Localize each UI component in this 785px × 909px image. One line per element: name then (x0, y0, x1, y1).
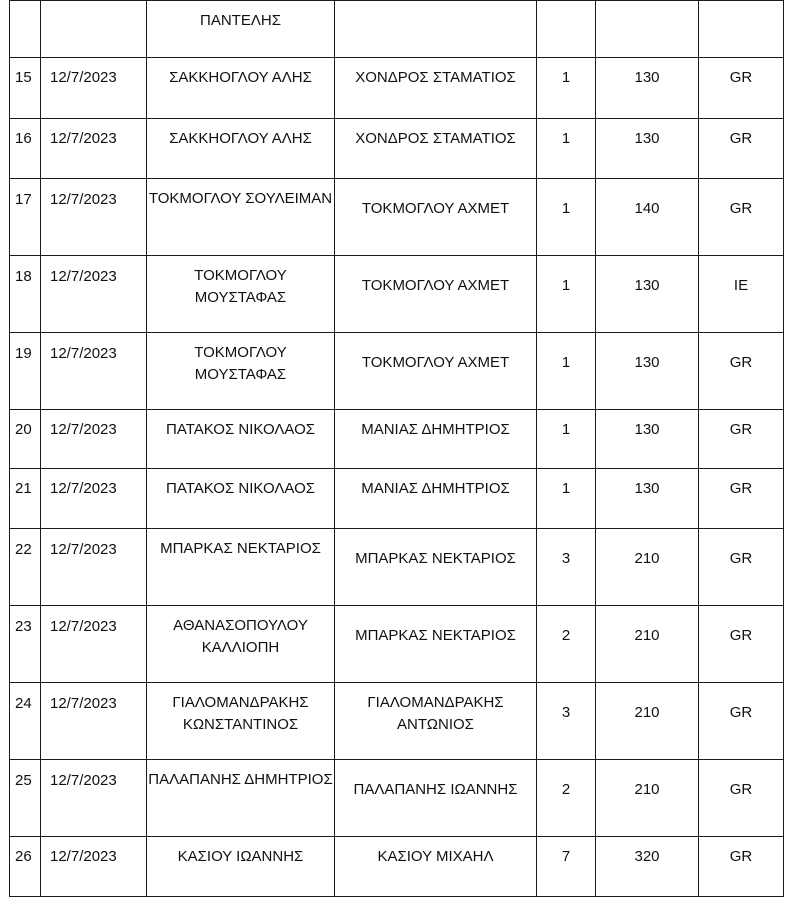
cell-price: 210 (596, 760, 699, 837)
cell-buyer: ΜΠΑΡΚΑΣ ΝΕΚΤΑΡΙΟΣ (335, 606, 537, 683)
table-row (10, 606, 784, 683)
cell-number: 16 (10, 119, 41, 179)
cell-seller: ΣΑΚΚΗΟΓΛΟΥ ΑΛΗΣ (147, 58, 335, 119)
cell-number: 18 (10, 256, 41, 333)
cell-number: 15 (10, 58, 41, 119)
cell-number: 19 (10, 333, 41, 410)
cell-country: GR (699, 683, 784, 760)
cell-number: 21 (10, 469, 41, 529)
cell-date: 12/7/2023 (41, 683, 147, 760)
cell-country (699, 1, 784, 58)
cell-seller: ΠΑΛΑΠΑΝΗΣ ΔΗΜΗΤΡΙΟΣ (147, 760, 335, 837)
cell-number: 24 (10, 683, 41, 760)
cell-country: GR (699, 529, 784, 606)
cell-buyer: ΤΟΚΜΟΓΛΟΥ ΑΧΜΕΤ (335, 179, 537, 256)
cell-date: 12/7/2023 (41, 179, 147, 256)
cell-date: 12/7/2023 (41, 760, 147, 837)
table-row (10, 683, 784, 760)
cell-buyer: ΤΟΚΜΟΓΛΟΥ ΑΧΜΕΤ (335, 256, 537, 333)
cell-buyer: ΜΠΑΡΚΑΣ ΝΕΚΤΑΡΙΟΣ (335, 529, 537, 606)
cell-date: 12/7/2023 (41, 410, 147, 469)
cell-country: GR (699, 606, 784, 683)
cell-country: GR (699, 58, 784, 119)
cell-date: 12/7/2023 (41, 606, 147, 683)
cell-buyer: ΧΟΝΔΡΟΣ ΣΤΑΜΑΤΙΟΣ (335, 58, 537, 119)
cell-country: GR (699, 119, 784, 179)
cell-quantity: 1 (537, 58, 596, 119)
cell-quantity: 2 (537, 606, 596, 683)
cell-date: 12/7/2023 (41, 837, 147, 897)
cell-number: 23 (10, 606, 41, 683)
cell-buyer: ΓΙΑΛΟΜΑΝΔΡΑΚΗΣ ΑΝΤΩΝΙΟΣ (335, 683, 537, 760)
cell-quantity: 1 (537, 469, 596, 529)
cell-quantity: 7 (537, 837, 596, 897)
cell-seller: ΑΘΑΝΑΣΟΠΟΥΛΟΥ ΚΑΛΛΙΟΠΗ (147, 606, 335, 683)
cell-buyer: ΚΑΣΙΟΥ ΜΙΧΑΗΛ (335, 837, 537, 897)
table-row (10, 333, 784, 410)
cell-seller: ΠΑΤΑΚΟΣ ΝΙΚΟΛΑΟΣ (147, 410, 335, 469)
cell-price: 210 (596, 683, 699, 760)
cell-number: 17 (10, 179, 41, 256)
cell-seller: ΤΟΚΜΟΓΛΟΥ ΣΟΥΛΕΙΜΑΝ (147, 179, 335, 256)
cell-number: 25 (10, 760, 41, 837)
cell-buyer: ΠΑΛΑΠΑΝΗΣ ΙΩΑΝΝΗΣ (335, 760, 537, 837)
cell-buyer (335, 1, 537, 58)
cell-price: 130 (596, 410, 699, 469)
cell-date: 12/7/2023 (41, 58, 147, 119)
cell-price: 130 (596, 119, 699, 179)
cell-price: 130 (596, 469, 699, 529)
cell-date: 12/7/2023 (41, 529, 147, 606)
cell-buyer: ΜΑΝΙΑΣ ΔΗΜΗΤΡΙΟΣ (335, 469, 537, 529)
cell-date: 12/7/2023 (41, 469, 147, 529)
cell-quantity (537, 1, 596, 58)
cell-country: GR (699, 410, 784, 469)
cell-buyer: ΜΑΝΙΑΣ ΔΗΜΗΤΡΙΟΣ (335, 410, 537, 469)
cell-quantity: 1 (537, 179, 596, 256)
table-row (10, 837, 784, 897)
cell-quantity: 1 (537, 410, 596, 469)
cell-price: 320 (596, 837, 699, 897)
table-row (10, 256, 784, 333)
table-row (10, 119, 784, 179)
cell-country: IE (699, 256, 784, 333)
table-row (10, 760, 784, 837)
cell-price: 130 (596, 333, 699, 410)
cell-quantity: 3 (537, 683, 596, 760)
cell-date (41, 1, 147, 58)
table-row (10, 179, 784, 256)
cell-price: 210 (596, 606, 699, 683)
table-row-continued (10, 1, 784, 58)
cell-quantity: 1 (537, 256, 596, 333)
table-row (10, 529, 784, 606)
cell-seller: ΤΟΚΜΟΓΛΟΥ ΜΟΥΣΤΑΦΑΣ (147, 256, 335, 333)
cell-quantity: 1 (537, 119, 596, 179)
cell-seller: ΓΙΑΛΟΜΑΝΔΡΑΚΗΣ ΚΩΝΣΤΑΝΤΙΝΟΣ (147, 683, 335, 760)
cell-country: GR (699, 333, 784, 410)
cell-price: 130 (596, 58, 699, 119)
cell-seller: ΠΑΝΤΕΛΗΣ (147, 1, 335, 58)
records-table (9, 0, 784, 897)
cell-buyer: ΤΟΚΜΟΓΛΟΥ ΑΧΜΕΤ (335, 333, 537, 410)
cell-number: 20 (10, 410, 41, 469)
cell-quantity: 3 (537, 529, 596, 606)
cell-seller: ΠΑΤΑΚΟΣ ΝΙΚΟΛΑΟΣ (147, 469, 335, 529)
cell-seller: ΜΠΑΡΚΑΣ ΝΕΚΤΑΡΙΟΣ (147, 529, 335, 606)
cell-country: GR (699, 760, 784, 837)
cell-price (596, 1, 699, 58)
cell-price: 130 (596, 256, 699, 333)
cell-buyer: ΧΟΝΔΡΟΣ ΣΤΑΜΑΤΙΟΣ (335, 119, 537, 179)
cell-number: 22 (10, 529, 41, 606)
cell-seller: ΣΑΚΚΗΟΓΛΟΥ ΑΛΗΣ (147, 119, 335, 179)
cell-date: 12/7/2023 (41, 333, 147, 410)
cell-price: 140 (596, 179, 699, 256)
cell-quantity: 1 (537, 333, 596, 410)
cell-quantity: 2 (537, 760, 596, 837)
cell-seller: ΤΟΚΜΟΓΛΟΥ ΜΟΥΣΤΑΦΑΣ (147, 333, 335, 410)
cell-price: 210 (596, 529, 699, 606)
cell-number (10, 1, 41, 58)
cell-number: 26 (10, 837, 41, 897)
cell-date: 12/7/2023 (41, 256, 147, 333)
cell-country: GR (699, 179, 784, 256)
table-row (10, 58, 784, 119)
cell-date: 12/7/2023 (41, 119, 147, 179)
cell-country: GR (699, 469, 784, 529)
table-row (10, 410, 784, 469)
cell-country: GR (699, 837, 784, 897)
cell-seller: ΚΑΣΙΟΥ ΙΩΑΝΝΗΣ (147, 837, 335, 897)
records-table-body (10, 1, 784, 897)
table-row (10, 469, 784, 529)
